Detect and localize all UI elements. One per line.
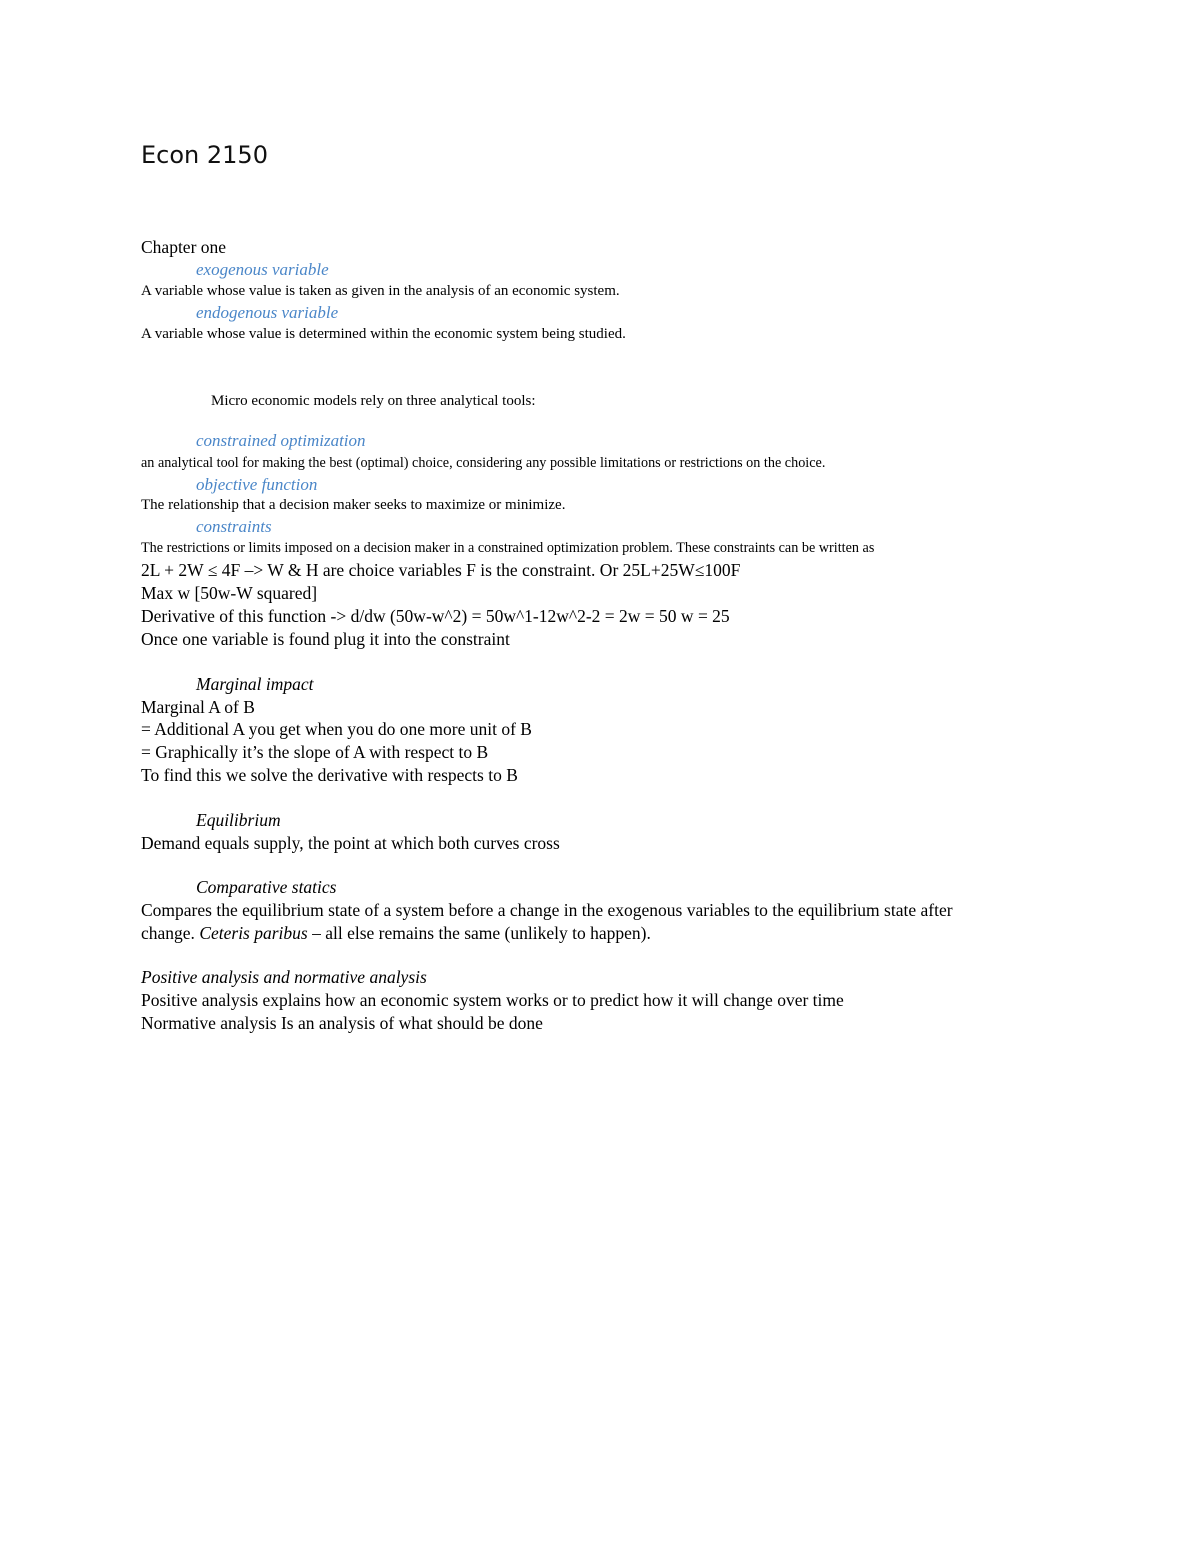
comparative-line-2 <box>141 923 651 944</box>
heading-marginal-impact: Marginal impact <box>196 674 314 694</box>
definition-exogenous: A variable whose value is taken as given in the analysis of an economic system. <box>141 283 620 299</box>
tools-intro: Micro economic models rely on three analytical tools: <box>211 393 536 409</box>
definition-positive-analysis: Positive analysis explains how an economic system works or to predict how it will change over time <box>141 990 844 1010</box>
marginal-line: = Graphically it’s the slope of A with respect to B <box>141 742 489 762</box>
definition-normative-analysis: Normative analysis Is an analysis of what should be done <box>141 1013 543 1033</box>
definition-constraints: The restrictions or limits imposed on a decision maker in a constrained optimization problem. These constraints can be written as <box>141 540 875 556</box>
definition-objective-function: The relationship that a decision maker seeks to maximize or minimize. <box>141 497 566 513</box>
term-endogenous: endogenous variable <box>196 303 339 322</box>
term-constrained-optimization: constrained optimization <box>196 431 366 450</box>
document-title: Econ 2150 <box>141 141 268 169</box>
comparative-line-2-end: – all else remains the same (unlikely to happen). <box>307 923 651 943</box>
max-line: Max w [50w-W squared] <box>141 583 318 603</box>
term-constraints: constraints <box>196 517 272 536</box>
ceteris-paribus-term: Ceteris paribus <box>199 923 308 943</box>
constraint-example: 2L + 2W ≤ 4F –> W & H are choice variables F is the constraint. Or 25L+25W≤100F <box>141 560 741 580</box>
definition-constrained-optimization: an analytical tool for making the best (optimal) choice, considering any possible limitations or restrictions on the choice. <box>141 455 826 471</box>
heading-positive-normative: Positive analysis and normative analysis <box>141 967 427 987</box>
marginal-line: = Additional A you get when you do one more unit of B <box>141 719 532 739</box>
marginal-line: To find this we solve the derivative with respects to B <box>141 765 518 785</box>
definition-equilibrium: Demand equals supply, the point at which both curves cross <box>141 833 560 853</box>
term-objective-function: objective function <box>196 475 318 494</box>
marginal-line: Marginal A of B <box>141 697 255 717</box>
heading-equilibrium: Equilibrium <box>196 810 281 830</box>
comparative-line-1: Compares the equilibrium state of a system before a change in the exogenous variables to the equilibrium state after <box>141 900 953 920</box>
chapter-heading: Chapter one <box>141 237 227 257</box>
definition-endogenous: A variable whose value is determined within the economic system being studied. <box>141 326 626 342</box>
comparative-line-2-start: change. <box>141 923 200 943</box>
derivative-line: Derivative of this function -> d/dw (50w-w^2) = 50w^1-12w^2-2 = 2w = 50 w = 25 <box>141 606 730 626</box>
plug-line: Once one variable is found plug it into the constraint <box>141 629 510 649</box>
term-exogenous: exogenous variable <box>196 260 329 279</box>
heading-comparative-statics: Comparative statics <box>196 877 337 897</box>
